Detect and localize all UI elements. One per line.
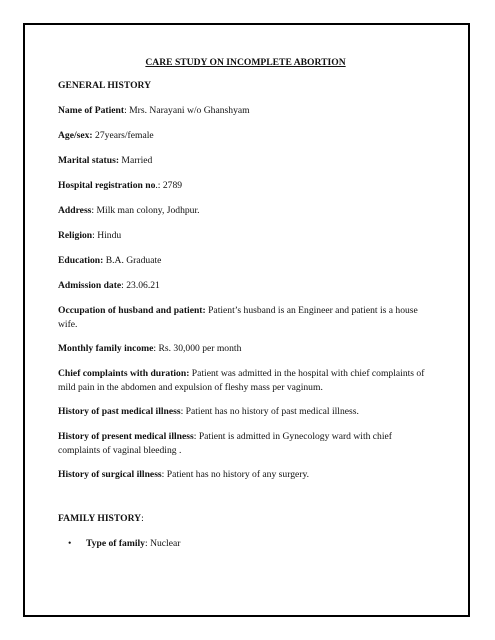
field-address: [58, 204, 433, 218]
list-item-separator: :: [144, 538, 151, 549]
field-value: Patient has no history of past medical illness.: [185, 406, 359, 417]
field-monthly-income: [58, 342, 433, 356]
field-separator: :: [91, 205, 97, 216]
list-item-value: Nuclear: [150, 538, 181, 549]
field-value: Milk man colony, Jodhpur.: [96, 205, 200, 216]
field-value: Rs. 30,000 per month: [158, 343, 242, 354]
field-separator: :: [161, 469, 167, 480]
field-value: Married: [121, 155, 153, 166]
field-occupation: [58, 304, 433, 331]
field-religion: [58, 229, 433, 243]
family-history-label: FAMILY HISTORY: [58, 512, 142, 524]
list-item-label: Type of family: [86, 538, 145, 549]
field-label: History of past medical illness: [58, 406, 181, 417]
field-value: Patient was admitted in the hospital with chief complaints of mild pain in the abdomen and expulsion of fleshy mass per vaginum.: [58, 368, 425, 393]
field-value: 23.06.21: [126, 280, 160, 291]
field-label: History of present medical illness: [58, 431, 194, 442]
field-label: Monthly family income: [58, 343, 154, 354]
field-label: Address: [58, 205, 92, 216]
general-history-heading: GENERAL HISTORY: [58, 79, 152, 91]
field-value: 27years/female: [95, 130, 154, 141]
field-value: Patient is admitted in Gynecology ward with chief complaints of vaginal bleeding .: [58, 431, 392, 456]
field-past-medical-illness: [58, 405, 433, 419]
field-present-medical-illness: [58, 430, 433, 457]
field-separator: :: [121, 280, 127, 291]
field-chief-complaints: [58, 367, 433, 394]
field-separator: :: [92, 230, 98, 241]
family-history-colon: :: [141, 512, 144, 524]
field-value: B.A. Graduate: [105, 255, 162, 266]
field-separator: :: [193, 431, 199, 442]
list-item-type-of-family: [68, 537, 433, 551]
field-value: Hindu: [97, 230, 122, 241]
family-history-heading: [58, 512, 433, 526]
field-separator: :: [124, 105, 130, 116]
field-education: [58, 254, 433, 268]
field-surgical-illness: [58, 468, 433, 482]
field-label: Admission date: [58, 280, 122, 291]
field-name-of-patient: [58, 104, 433, 118]
field-age-sex: [58, 129, 433, 143]
field-value: Patient’s husband is an Engineer and patient is a house wife.: [58, 305, 418, 330]
field-marital-status: [58, 154, 433, 168]
field-label: History of surgical illness: [58, 469, 162, 480]
field-admission-date: [58, 279, 433, 293]
field-label: Occupation of husband and patient:: [58, 305, 206, 316]
field-separator: .:: [155, 180, 163, 191]
field-label: Education:: [58, 255, 104, 266]
field-hospital-registration: [58, 179, 433, 193]
field-label: Hospital registration no: [58, 180, 156, 191]
bullet-icon: •: [68, 538, 72, 549]
field-value: Patient has no history of any surgery.: [166, 469, 310, 480]
field-label: Name of Patient: [58, 105, 125, 116]
document-content: [58, 56, 433, 551]
document-title: CARE STUDY ON INCOMPLETE ABORTION: [145, 57, 346, 68]
field-label: Age/sex:: [58, 130, 93, 141]
field-value: 2789: [162, 180, 183, 191]
field-label: Marital status:: [58, 155, 120, 166]
field-separator: :: [153, 343, 159, 354]
field-label: Religion: [58, 230, 93, 241]
field-value: Mrs. Narayani w/o Ghanshyam: [129, 105, 250, 116]
field-separator: :: [180, 406, 186, 417]
field-label: Chief complaints with duration:: [58, 368, 190, 379]
family-history-list: [58, 537, 433, 551]
